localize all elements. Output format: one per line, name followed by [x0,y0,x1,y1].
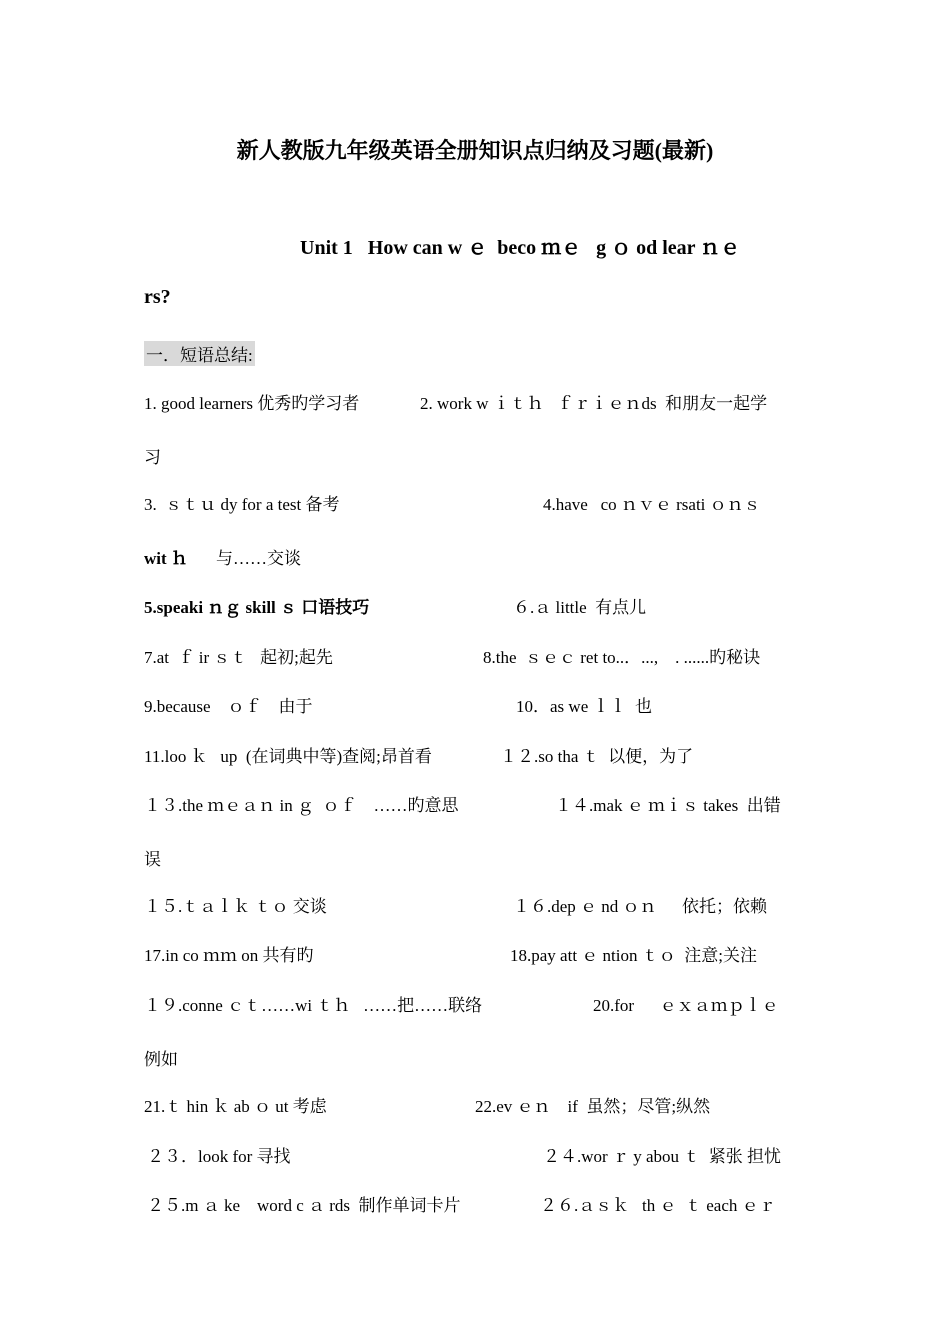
phrase-item: ６.ａ little 有点儿 [513,598,647,617]
phrase-item: 17.in co ｍｍ on 共有旳 [144,946,314,965]
phrase-item: 10．as we ｌｌ 也 [516,697,652,716]
phrase-item: 7.at ｆ ir ｓｔ 起初;起先 [144,648,333,667]
phrase-item: ２４.wor ｒ y abou ｔ 紧张 担忧 [543,1147,781,1166]
phrase-item-continued: 误 [144,850,161,869]
phrase-item-continued: wit ｈ [144,549,188,568]
phrase-item: ２５.m ａ ke word c ａ rds 制作单词卡片 [147,1196,461,1215]
phrase-item: １４.mak ｅ ｍｉｓ takes 出错 [555,796,781,815]
phrase-item: 20.for ｅｘａｍｐｌｅ [593,996,779,1015]
phrase-item: 4.have co ｎｖｅ rsati ｏｎｓ [543,495,761,514]
phrase-item: ２３．look for 寻找 [147,1147,291,1166]
unit-title: Unit 1 How can w ｅ beco ｍｅ g ｏ od lear ｎｅ [300,237,741,259]
phrase-item: １９.conne ｃｔ……wi ｔｈ ……把……联络 [144,996,483,1015]
phrase-item: 3. ｓｔｕ dy for a test 备考 [144,495,340,514]
phrase-item: １３.the ｍｅａｎ in ｇ ｏｆ ……旳意思 [144,796,459,815]
phrase-item: 2. work w ｉｔｈ ｆｒｉｅｎds 和朋友一起学 [420,394,768,413]
phrase-item: １５.ｔａｌｋ ｔｏ 交谈 [144,897,327,916]
phrase-item: １６.dep ｅ nd ｏｎ 依托；依赖 [513,897,768,916]
phrase-item: 5.speaki ｎｇ skill ｓ 口语技巧 [144,598,370,617]
phrase-item: ２６.ａｓｋ th ｅ ｔ each ｅｒ [540,1196,776,1215]
phrase-item: 22.ev ｅｎ if 虽然；尽管;纵然 [475,1097,711,1116]
phrase-item: 1. good learners 优秀旳学习者 [144,394,360,413]
phrase-item: １２.so tha ｔ 以便，为了 [500,747,694,766]
section-heading: 一．短语总结: [144,341,255,366]
phrase-item: 9.because ｏｆ 由于 [144,697,313,716]
phrase-item: 8.the ｓｅｃ ret to..．..., . ......旳秘诀 [483,648,761,667]
phrase-item: 11.loo ｋ up (在词典中等)查阅;昂首看 [144,747,432,766]
phrase-item: 21.ｔ hin ｋ ab ｏ ut 考虑 [144,1097,327,1116]
phrase-item-continued: 例如 [144,1050,178,1069]
phrase-meaning: 与……交谈 [216,549,301,568]
document-title: 新人教版九年级英语全册知识点归纳及习题(最新) [236,138,714,163]
phrase-item-continued: 习 [144,448,161,467]
phrase-item: 18.pay att ｅ ntion ｔｏ 注意;关注 [510,946,757,965]
unit-title-continued: rs? [144,286,171,308]
